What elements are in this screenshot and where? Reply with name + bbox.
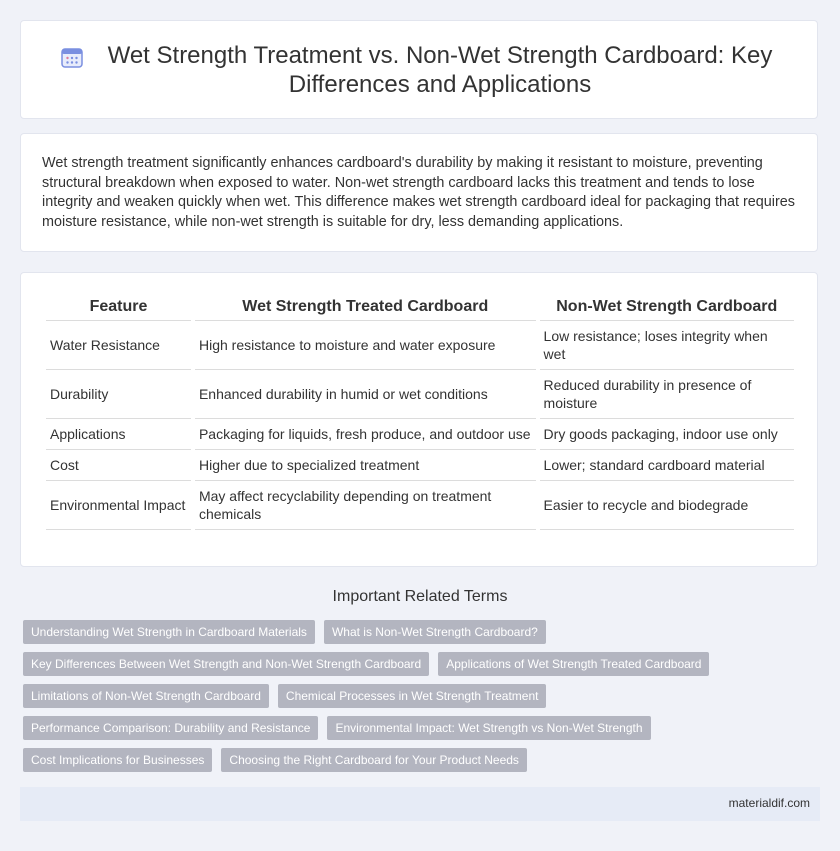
tag-row — [23, 748, 823, 772]
table-cell: Enhanced durability in humid or wet conditions — [195, 370, 536, 419]
tag-row — [23, 684, 823, 708]
table-cell: Lower; standard cardboard material — [540, 450, 794, 481]
comparison-card — [20, 272, 818, 567]
column-header-wet-strength: Wet Strength Treated Cardboard — [195, 295, 536, 321]
tag-row — [23, 716, 823, 740]
table-cell: Applications — [46, 419, 191, 450]
related-terms-title: Important Related Terms — [332, 588, 508, 605]
table-cell: Low resistance; loses integrity when wet — [540, 321, 794, 370]
related-term-tag[interactable]: Applications of Wet Strength Treated Cardboard — [438, 652, 709, 676]
page-title: Wet Strength Treatment vs. Non-Wet Strength Cardboard: Key Differences and Applications — [107, 41, 773, 98]
intro-text: Wet strength treatment significantly enhances cardboard's durability by making it resistant to moisture, preventing structural breakdown when exposed to water. Non-wet strength cardboard lacks this treatment and tends to lose integrity and weaken quickly when wet. This difference makes wet strength cardboard ideal for packaging that requires moisture resistance, while non-wet strength is suitable for dry, less demanding applications. — [42, 155, 795, 230]
column-header-non-wet-strength: Non-Wet Strength Cardboard — [540, 295, 794, 321]
table-row — [46, 419, 794, 450]
table-cell: Higher due to specialized treatment — [195, 450, 536, 481]
table-cell: Environmental Impact — [46, 481, 191, 530]
related-term-tag[interactable]: Understanding Wet Strength in Cardboard Materials — [23, 620, 315, 644]
intro-card — [20, 133, 818, 252]
tag-row — [23, 620, 823, 644]
table-cell: Durability — [46, 370, 191, 419]
comparison-table — [42, 295, 798, 530]
table-header-row — [46, 295, 794, 321]
table-cell: High resistance to moisture and water exposure — [195, 321, 536, 370]
table-row — [46, 450, 794, 481]
table-row — [46, 481, 794, 530]
table-cell: Packaging for liquids, fresh produce, and outdoor use — [195, 419, 536, 450]
header-card — [20, 20, 818, 119]
table-cell: Reduced durability in presence of moisture — [540, 370, 794, 419]
related-term-tag[interactable]: Choosing the Right Cardboard for Your Product Needs — [221, 748, 527, 772]
table-cell: Easier to recycle and biodegrade — [540, 481, 794, 530]
related-term-tag[interactable]: Environmental Impact: Wet Strength vs Non-Wet Strength — [327, 716, 650, 740]
related-terms-list — [23, 620, 823, 780]
tag-row — [23, 652, 823, 676]
column-header-feature: Feature — [46, 295, 191, 321]
table-row — [46, 370, 794, 419]
table-row — [46, 321, 794, 370]
table-cell: Water Resistance — [46, 321, 191, 370]
related-term-tag[interactable]: Chemical Processes in Wet Strength Treatment — [278, 684, 547, 708]
related-term-tag[interactable]: Performance Comparison: Durability and Resistance — [23, 716, 318, 740]
calendar-icon — [61, 46, 83, 68]
related-term-tag[interactable]: Cost Implications for Businesses — [23, 748, 212, 772]
table-cell: Dry goods packaging, indoor use only — [540, 419, 794, 450]
table-cell: Cost — [46, 450, 191, 481]
related-term-tag[interactable]: Limitations of Non-Wet Strength Cardboard — [23, 684, 269, 708]
footer — [20, 787, 820, 821]
footer-site-link[interactable]: materialdif.com — [728, 796, 810, 810]
related-term-tag[interactable]: Key Differences Between Wet Strength and Non-Wet Strength Cardboard — [23, 652, 429, 676]
related-term-tag[interactable]: What is Non-Wet Strength Cardboard? — [324, 620, 546, 644]
table-cell: May affect recyclability depending on treatment chemicals — [195, 481, 536, 530]
